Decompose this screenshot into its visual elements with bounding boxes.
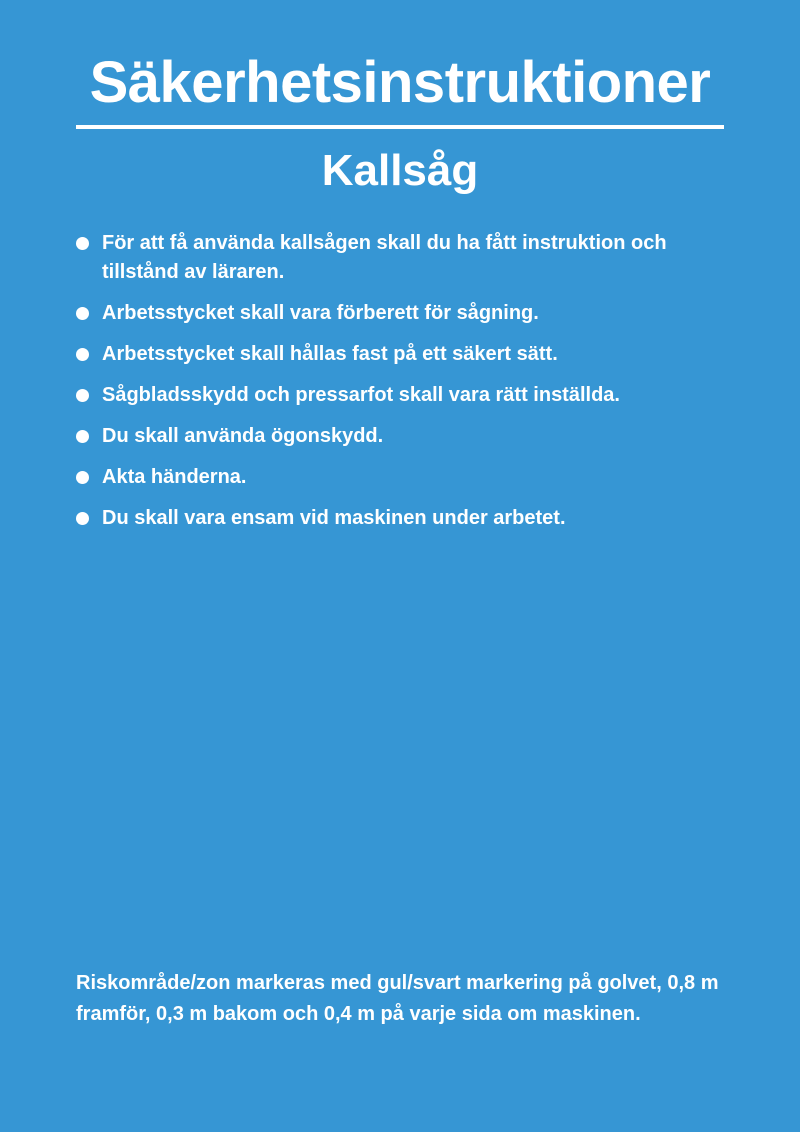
- risk-zone-note: Riskområde/zon markeras med gul/svart markering på golvet, 0,8 m framför, 0,3 m bakom och 0,4 m på varje sida om maskinen.: [76, 972, 719, 1025]
- instruction-item: [76, 229, 736, 287]
- bullet-icon: [76, 471, 89, 484]
- instruction-list: [76, 229, 736, 545]
- instruction-item: [76, 340, 736, 369]
- title-divider: [76, 125, 724, 129]
- page-subtitle: Kallsåg: [321, 146, 479, 195]
- instruction-text: För att få använda kallsågen skall du ha fått instruktion och tillstånd av läraren.: [102, 232, 667, 283]
- bullet-icon: [76, 512, 89, 525]
- bullet-icon: [76, 307, 89, 320]
- instruction-item: [76, 504, 736, 533]
- bullet-icon: [76, 389, 89, 402]
- instruction-text: Sågbladsskydd och pressarfot skall vara rätt inställda.: [102, 384, 620, 406]
- instruction-item: [76, 381, 736, 410]
- instruction-item: [76, 299, 736, 328]
- instruction-text: Akta händerna.: [102, 466, 247, 488]
- instruction-text: Du skall vara ensam vid maskinen under arbetet.: [102, 507, 566, 529]
- bullet-icon: [76, 348, 89, 361]
- instruction-item: [76, 422, 736, 451]
- page-title: Säkerhetsinstruktioner: [89, 50, 711, 115]
- bullet-icon: [76, 237, 89, 250]
- instruction-text: Arbetsstycket skall vara förberett för sågning.: [102, 302, 539, 324]
- instruction-text: Arbetsstycket skall hållas fast på ett säkert sätt.: [102, 343, 558, 365]
- instruction-item: [76, 463, 736, 492]
- bullet-icon: [76, 430, 89, 443]
- instruction-text: Du skall använda ögonskydd.: [102, 425, 384, 447]
